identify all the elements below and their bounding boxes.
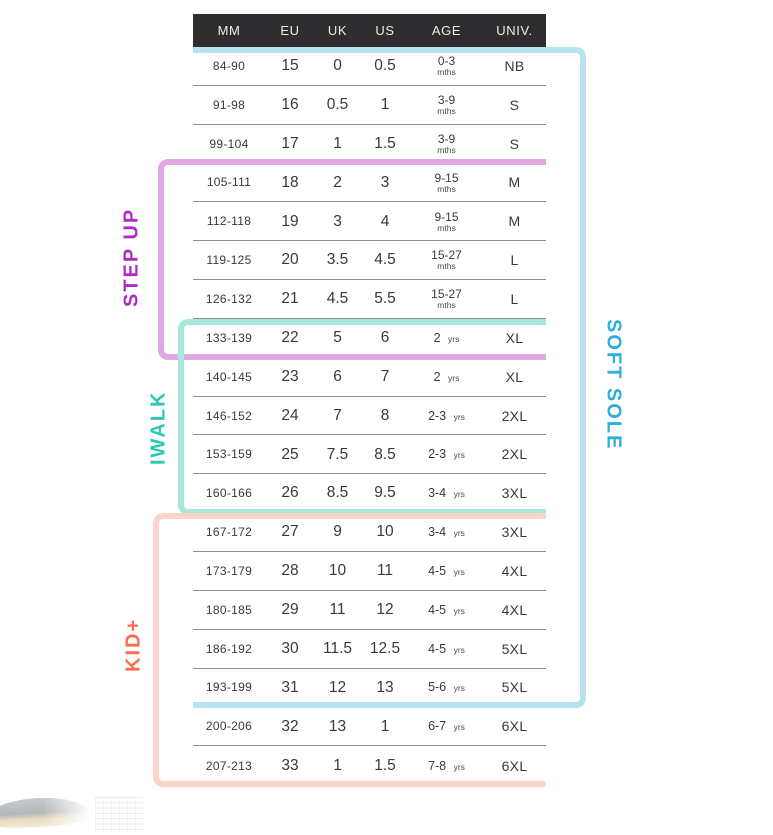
cell-mm: 193-199 [205, 680, 253, 695]
cell-uk: 0 [333, 57, 342, 75]
cell-uk: 6 [333, 367, 342, 385]
age-value: 2-3 [428, 408, 447, 423]
cell-uk: 2 [333, 173, 342, 191]
cell-eu: 33 [281, 756, 299, 774]
cell-uk: 3 [333, 212, 342, 230]
age-value: 3-9 [437, 131, 456, 146]
cell-univ: L [510, 290, 519, 307]
cell-us: 12 [376, 600, 394, 618]
soft-sole-label: SOFT SOLE [602, 318, 625, 451]
column-header-eu: EU [280, 23, 300, 38]
cell-us: 3 [380, 173, 390, 191]
cell-eu: 21 [281, 290, 299, 308]
cell-eu: 31 [281, 678, 299, 696]
shoe-photo-fragment [0, 795, 91, 829]
cell-univ: 3XL [501, 485, 528, 502]
age-unit: yrs [453, 605, 465, 616]
cell-univ: XL [505, 329, 524, 346]
cell-us: 12.5 [369, 639, 401, 657]
cell-mm: 126-132 [205, 291, 253, 306]
cell-univ: S [509, 96, 520, 113]
cell-univ: 2XL [501, 446, 528, 463]
cell-uk: 8.5 [326, 484, 349, 502]
table-header [193, 14, 546, 47]
cell-us: 4 [380, 212, 390, 230]
age-value: 15-27 [431, 287, 462, 302]
cell-us: 13 [376, 678, 394, 696]
cell-us: 0.5 [374, 57, 396, 75]
age-unit: yrs [453, 528, 465, 539]
cell-uk: 12 [328, 678, 347, 696]
cell-eu: 20 [281, 251, 299, 269]
cell-univ: 4XL [501, 562, 528, 579]
kid-plus-label: KID+ [122, 617, 145, 673]
cell-uk: 9 [333, 523, 342, 541]
age-value: 7-8 [428, 758, 447, 773]
cell-uk: 10 [328, 562, 347, 580]
age-unit: yrs [453, 489, 465, 500]
cell-univ: 3XL [501, 524, 528, 541]
cell-uk: 5 [333, 329, 342, 347]
age-value: 2-3 [428, 447, 447, 462]
cell-eu: 17 [281, 134, 299, 152]
cell-eu: 28 [281, 562, 299, 580]
faint-mini-table-thumbnail [95, 797, 143, 834]
cell-mm: 207-213 [205, 758, 253, 773]
age-value: 3-4 [428, 525, 447, 540]
cell-eu: 24 [281, 406, 299, 424]
age-unit: yrs [453, 644, 465, 655]
age-unit: yrs [453, 450, 465, 461]
cell-eu: 18 [281, 173, 299, 191]
cell-mm: 160-166 [205, 486, 253, 501]
cell-us: 4.5 [374, 251, 396, 269]
age-value: 2 [433, 330, 441, 345]
cell-mm: 180-185 [205, 602, 253, 617]
age-unit: mths [437, 144, 456, 155]
age-value: 4-5 [428, 602, 447, 617]
age-value: 3-4 [428, 486, 447, 501]
cell-eu: 22 [281, 329, 299, 347]
cell-univ: M [508, 174, 521, 191]
cell-us: 8.5 [374, 445, 396, 463]
cell-us: 5.5 [374, 290, 396, 308]
cell-eu: 32 [281, 717, 299, 735]
age-unit: yrs [453, 722, 465, 733]
cell-mm: 153-159 [205, 447, 253, 462]
age-unit: mths [437, 183, 456, 194]
kid-plus-bracket [153, 513, 546, 787]
cell-eu: 30 [281, 639, 299, 657]
cell-univ: 6XL [501, 757, 528, 774]
cell-us: 1 [380, 96, 390, 114]
cell-mm: 146-152 [205, 408, 253, 423]
cell-univ: 5XL [501, 679, 528, 696]
cell-us: 1 [380, 717, 390, 735]
cell-us: 6 [380, 329, 390, 347]
cell-uk: 1 [333, 756, 342, 774]
cell-eu: 26 [281, 484, 299, 502]
cell-univ: L [510, 252, 519, 269]
age-value: 4-5 [428, 563, 447, 578]
age-value: 4-5 [428, 641, 447, 656]
cell-mm: 99-104 [209, 136, 249, 151]
age-value: 6-7 [428, 719, 447, 734]
cell-univ: M [508, 213, 521, 230]
column-header-us: US [375, 23, 395, 38]
cell-mm: 133-139 [205, 330, 253, 345]
age-value: 9-15 [434, 209, 459, 224]
age-unit: yrs [453, 761, 465, 772]
age-value: 2 [433, 369, 441, 384]
cell-uk: 3.5 [326, 251, 349, 269]
cell-mm: 186-192 [205, 641, 253, 656]
cell-uk: 13 [328, 717, 347, 735]
column-header-uk: UK [327, 23, 348, 38]
cell-us: 10 [376, 523, 394, 541]
cell-eu: 15 [281, 57, 299, 75]
age-value: 3-9 [437, 93, 456, 108]
age-unit: yrs [453, 683, 465, 694]
column-header-age: AGE [431, 23, 462, 38]
age-value: 15-27 [431, 248, 462, 263]
age-unit: yrs [448, 372, 460, 383]
age-unit: mths [437, 106, 456, 117]
cell-us: 1.5 [374, 756, 396, 774]
age-unit: mths [437, 261, 456, 272]
cell-eu: 25 [281, 445, 299, 463]
cell-univ: 6XL [501, 718, 528, 735]
cell-univ: 2XL [501, 407, 528, 424]
age-unit: yrs [448, 333, 460, 344]
cell-mm: 112-118 [206, 214, 252, 229]
cell-mm: 84-90 [212, 58, 246, 73]
cell-mm: 119-125 [206, 253, 252, 268]
iwalk-bracket [178, 319, 546, 515]
age-unit: mths [437, 67, 456, 78]
age-value: 5-6 [428, 680, 447, 695]
column-header-univ: UNIV. [496, 23, 533, 38]
cell-mm: 140-145 [205, 369, 253, 384]
age-unit: yrs [453, 411, 465, 422]
cell-mm: 173-179 [205, 563, 253, 578]
cell-us: 8 [380, 406, 390, 424]
iwalk-label: IWALK [147, 390, 170, 466]
cell-univ: 5XL [501, 640, 528, 657]
cell-mm: 167-172 [205, 525, 253, 540]
cell-uk: 11.5 [322, 639, 353, 657]
cell-uk: 4.5 [326, 290, 349, 308]
cell-uk: 11 [329, 600, 346, 618]
age-unit: mths [437, 222, 456, 233]
cell-eu: 23 [281, 367, 299, 385]
cell-uk: 1 [333, 134, 342, 152]
cell-eu: 19 [281, 212, 299, 230]
cell-eu: 29 [281, 600, 299, 618]
cell-mm: 200-206 [205, 719, 253, 734]
cell-eu: 27 [281, 523, 299, 541]
cell-us: 1.5 [374, 134, 396, 152]
cell-univ: XL [505, 368, 524, 385]
step-up-label: STEP UP [120, 207, 143, 307]
cell-uk: 7.5 [326, 445, 349, 463]
cell-univ: NB [504, 57, 525, 74]
cell-us: 9.5 [374, 484, 396, 502]
age-unit: yrs [453, 566, 465, 577]
cell-mm: 91-98 [212, 97, 246, 112]
cell-univ: 4XL [501, 601, 528, 618]
age-unit: mths [437, 300, 456, 311]
cell-us: 7 [380, 367, 390, 385]
cell-uk: 7 [333, 406, 342, 424]
cell-uk: 0.5 [326, 96, 349, 114]
column-header-mm: MM [217, 23, 241, 38]
age-value: 0-3 [437, 54, 456, 69]
cell-eu: 16 [281, 96, 299, 114]
cell-univ: S [509, 135, 520, 152]
cell-us: 11 [376, 562, 394, 580]
cell-mm: 105-111 [206, 175, 252, 190]
age-value: 9-15 [434, 170, 459, 185]
